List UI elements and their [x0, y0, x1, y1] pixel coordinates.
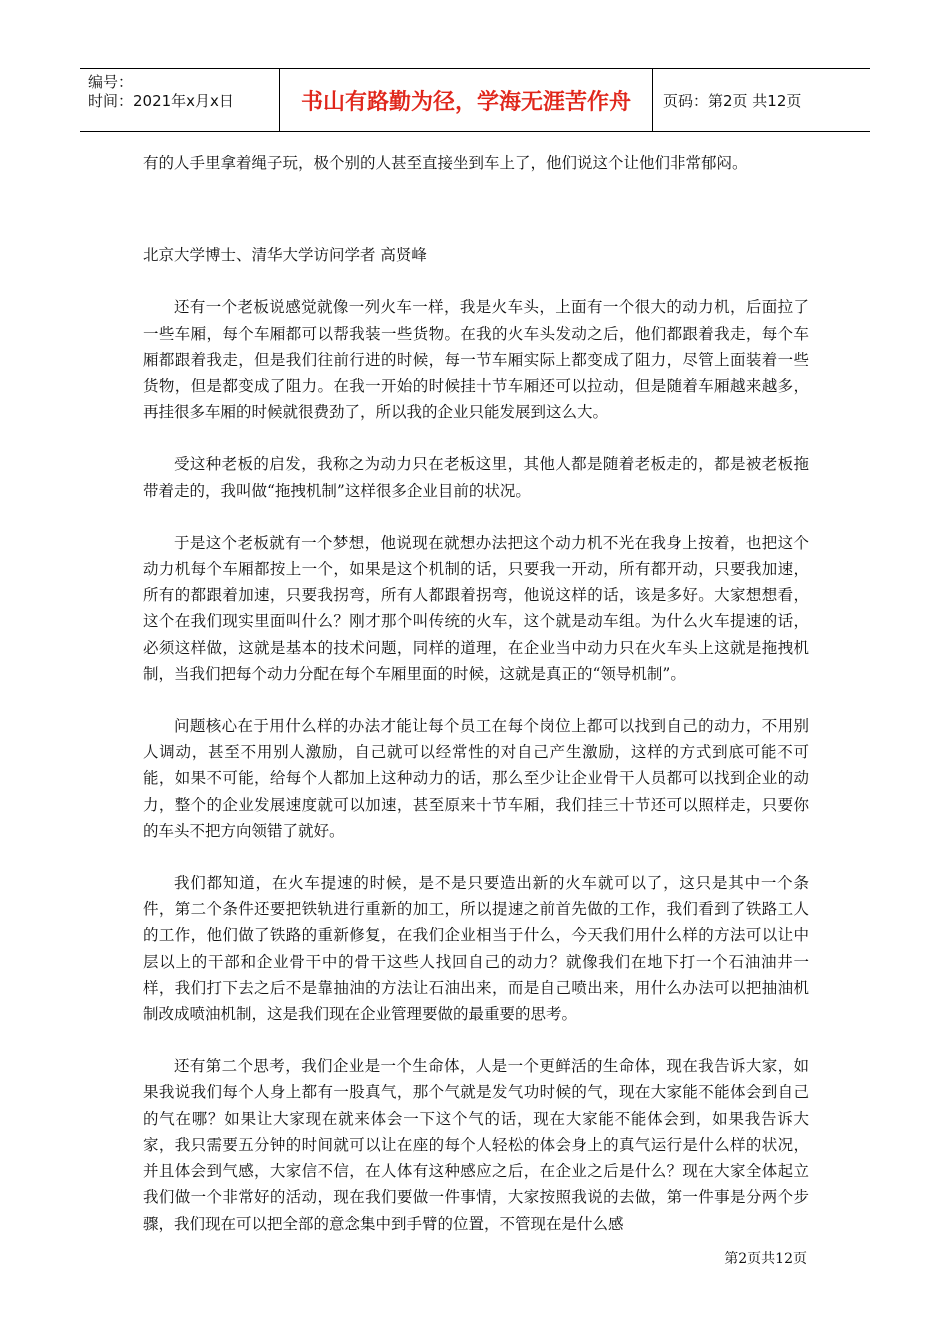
paragraph-8: 还有第二个思考，我们企业是一个生命体，人是一个更鲜活的生命体，现在我告诉大家，如果我说我们每个人身上都有一股真气，那个气就是发气功时候的气，现在大家能不能体会到自己的气在哪？如果让大家现在就来体会一下这个气的话，现在大家能不能体会到，如果我告诉大家，我只需要五分钟的时间就可以让在座的每个人轻松的体会身上的真气运行是什么样的状况，并且体会到气感，大家信不信，在人体有这种感应之后，在企业之后是什么？现在大家全体起立我们做一个非常好的活动，现在我们要做一件事情，大家按照我说的去做，第一件事是分两个步骤，我们现在可以把全部的意念集中到手臂的位置，不管现在是什么感: [143, 1057, 809, 1233]
page-footer: 第2页共12页: [724, 1251, 807, 1267]
paragraph-4: 受这种老板的启发，我称之为动力只在老板这里，其他人都是随着老板走的，都是被老板拖带着走的，我叫做“拖拽机制”这样很多企业目前的状况。: [143, 455, 809, 500]
author-line: 北京大学博士、清华大学访问学者 高贤峰: [143, 246, 427, 265]
paragraph-3: 还有一个老板说感觉就像一列火车一样，我是火车头，上面有一个很大的动力机，后面拉了一些车厢，每个车厢都可以帮我装一些货物。在我的火车头发动之后，他们都跟着我走，每个车厢都跟着我走，但是我们往前行进的时候，每一节车厢实际上都变成了阻力，尽管上面装着一些货物，但是都变成了阻力。在我一开始的时候挂十节车厢还可以拉动，但是随着车厢越来越多，再挂很多车厢的时候就很费劲了，所以我的企业只能发展到这么大。: [143, 298, 809, 422]
number-label: 编号：: [88, 73, 134, 91]
paragraph-7: 我们都知道，在火车提速的时候，是不是只要造出新的火车就可以了，这只是其中一个条件，第二个条件还要把铁轨进行重新的加工，所以提速之前首先做的工作，我们看到了铁路工人的工作，他们做了铁路的重新修复，在我们企业相当于什么，今天我们用什么样的方法可以让中层以上的干部和企业骨干中的骨干这些人找回自己的动力？就像我们在地下打一个石油油井一样，我们打下去之后不是靠抽油的方法让石油出来，而是自己喷出来，用什么办法可以把抽油机制改成喷油机制，这是我们现在企业管理要做的最重要的思考。: [143, 874, 809, 1024]
header-motto: 书山有路勤为径，学海无涯苦作舟: [280, 69, 653, 131]
paragraph-1: 有的人手里拿着绳子玩，极个别的人甚至直接坐到车上了，他们说这个让他们非常郁闷。: [143, 154, 748, 172]
paragraph-5: 于是这个老板就有一个梦想，他说现在就想办法把这个动力机不光在我身上按着，也把这个动力机每个车厢都按上一个，如果是这个机制的话，只要我一开动，所有都开动，只要我加速，所有的都跟着加速，只要我拐弯，所有人都跟着拐弯，他说这样的话，该是多好。大家想想看，这个在我们现实里面叫什么？刚才那个叫传统的火车，这个就是动车组。为什么火车提速的话，必须这样做，这就是基本的技术问题，同样的道理，在企业当中动力只在火车头上这就是拖拽机制，当我们把每个动力分配在每个车厢里面的时候，这就是真正的“领导机制”。: [143, 533, 809, 683]
time-label: 时间：2021年x月x日: [88, 92, 234, 110]
page-header: [80, 68, 870, 132]
header-meta: [80, 69, 280, 131]
header-page-code: 页码：第2页 共12页: [663, 91, 802, 110]
document-body: [143, 150, 809, 1263]
paragraph-6: 问题核心在于用什么样的办法才能让每个员工在每个岗位上都可以找到自己的动力，不用别人调动，甚至不用别人激励，自己就可以经常性的对自己产生激励，这样的方式到底可能不可能，如果不可能，给每个人都加上这种动力的话，那么至少让企业骨干人员都可以找到企业的动力，整个的企业发展速度就可以加速，甚至原来十节车厢，我们挂三十节还可以照样走，只要你的车头不把方向领错了就好。: [143, 717, 809, 840]
